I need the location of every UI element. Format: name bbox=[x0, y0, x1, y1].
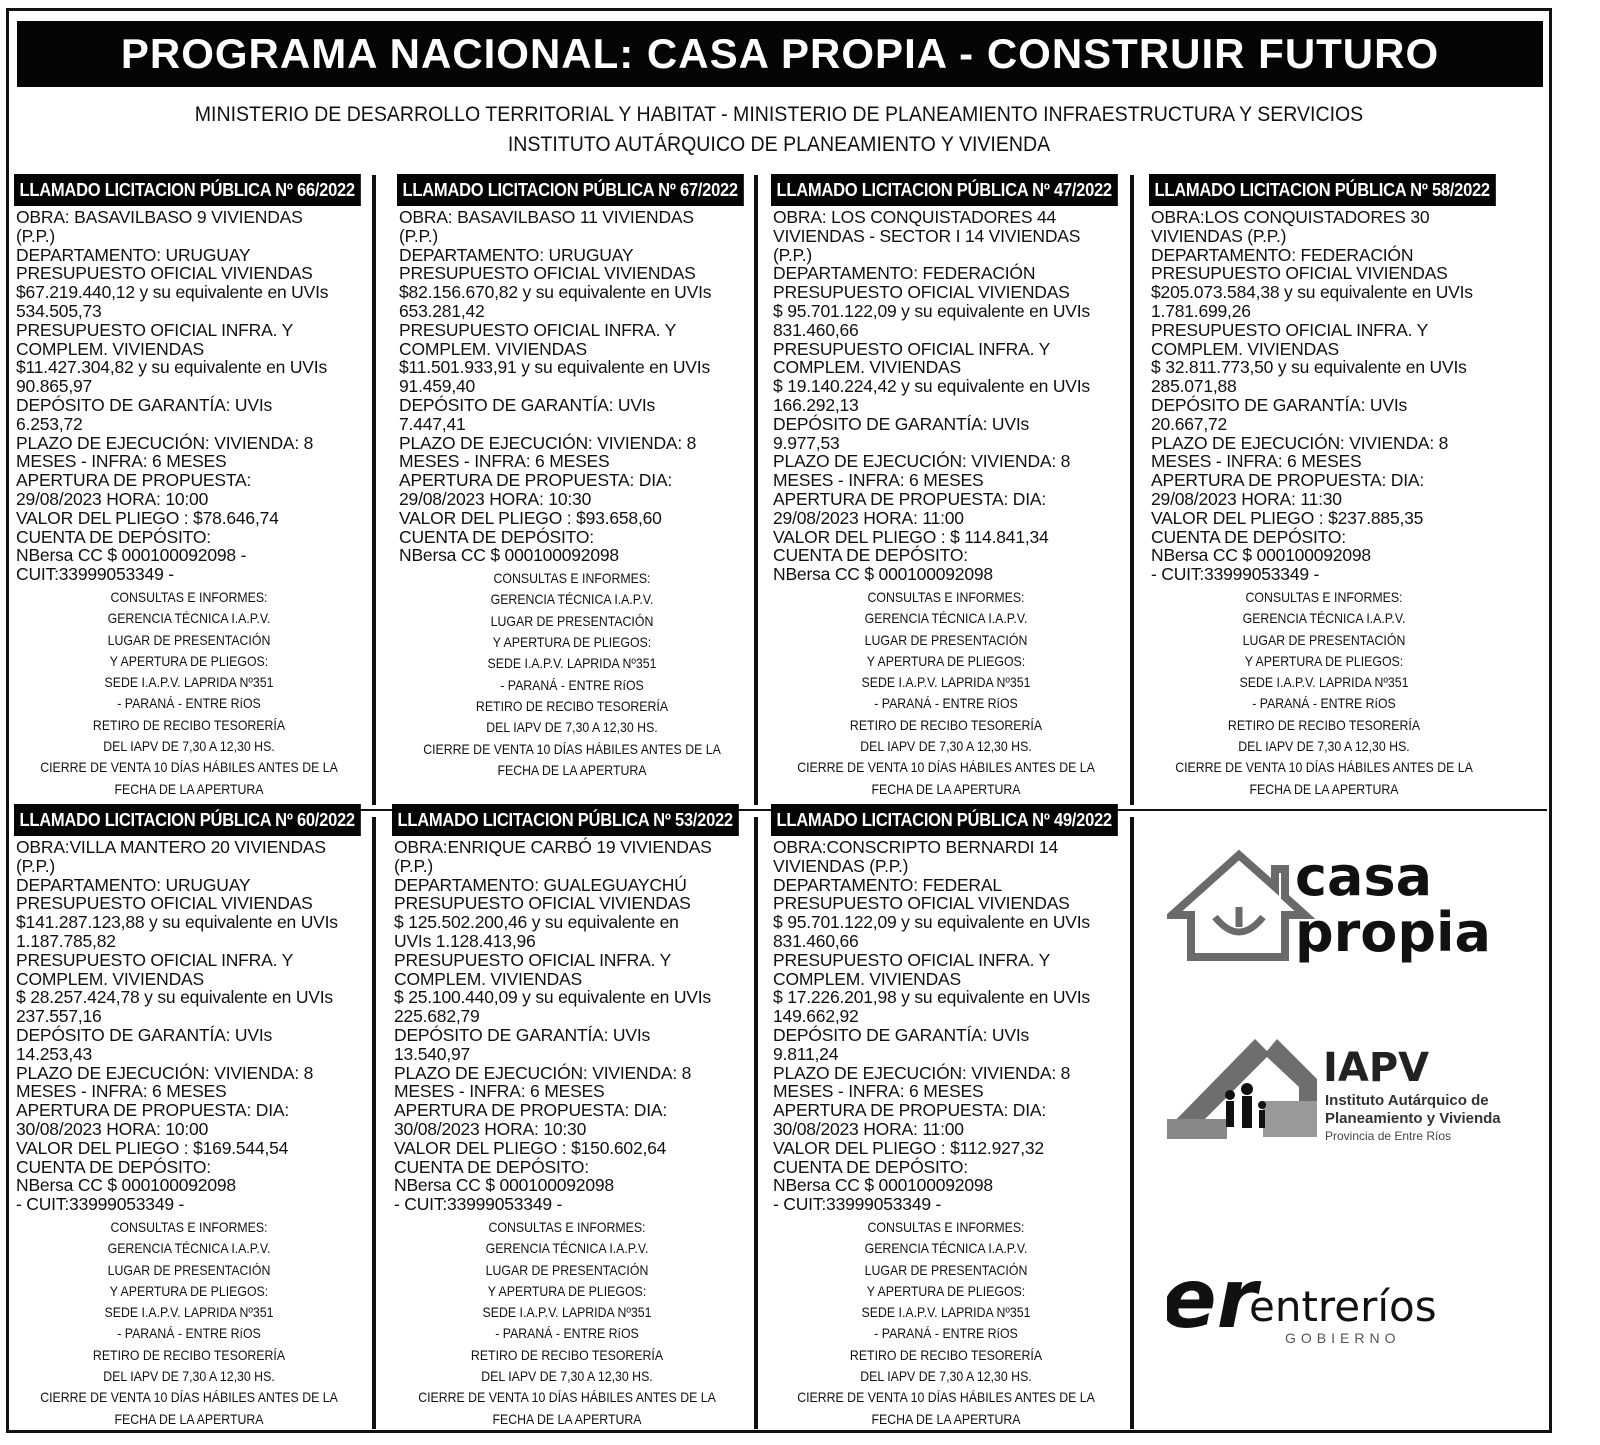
casa-propia-logo bbox=[1172, 847, 1491, 964]
page-title: PROGRAMA NACIONAL: CASA PROPIA - CONSTRUIR FUTURO bbox=[17, 21, 1543, 87]
contact-info-line: FECHA DE LA APERTURA bbox=[1249, 780, 1399, 797]
entrerios-sub: GOBIERNO bbox=[1285, 1330, 1401, 1346]
tender-detail-line: NBersa CC $ 000100092098 bbox=[773, 1175, 993, 1196]
tender-detail-line: OBRA:ENRIQUE CARBÓ 19 VIVIENDAS bbox=[394, 837, 712, 857]
contact-info-line: DEL IAPV DE 7,30 A 12,30 HS. bbox=[1238, 738, 1410, 755]
tender-detail-line: $82.156.670,82 y su equivalente en UVIs bbox=[399, 282, 712, 303]
contact-info-line: LUGAR DE PRESENTACIÓN bbox=[485, 1261, 649, 1278]
contact-info bbox=[1149, 587, 1499, 800]
entrerios-logo bbox=[1167, 1252, 1437, 1347]
tender-details bbox=[16, 208, 374, 584]
tender-detail-line: 237.557,16 bbox=[16, 1006, 102, 1027]
tender-detail-line: 20.667,72 bbox=[1151, 413, 1228, 434]
tender-heading: LLAMADO LICITACION PÚBLICA Nº 58/2022 bbox=[1149, 174, 1495, 206]
family-body-icon bbox=[1226, 1101, 1234, 1127]
ministries-line: MINISTERIO DE DESARROLLO TERRITORIAL Y HABITAT - MINISTERIO DE PLANEAMIENTO INFRAESTRUCTURA Y SERVICIOS bbox=[194, 103, 1364, 126]
contact-info-line: CONSULTAS E INFORMES: bbox=[110, 588, 268, 605]
tender-detail-line: PRESUPUESTO OFICIAL VIVIENDAS bbox=[773, 893, 1070, 914]
tender-detail-line: - CUIT:33999053349 - bbox=[773, 1194, 942, 1215]
tender-detail-line: COMPLEM. VIVIENDAS bbox=[394, 968, 582, 989]
tender-detail-line: DEPARTAMENTO: URUGUAY bbox=[399, 244, 634, 265]
tender-detail-line: CUENTA DE DEPÓSITO: bbox=[394, 1156, 589, 1177]
entrerios-name: entreríos bbox=[1249, 1282, 1437, 1331]
tender-detail-line: CUENTA DE DEPÓSITO: bbox=[1151, 526, 1346, 547]
tender-detail-line: (P.P.) bbox=[773, 244, 813, 265]
tender-detail-line: 534.505,73 bbox=[16, 300, 102, 321]
tender-detail-line: $ 95.701.122,09 y su equivalente en UVIs bbox=[773, 300, 1090, 321]
contact-info-line: RETIRO DE RECIBO TESORERÍA bbox=[849, 1346, 1043, 1363]
iapv-line3: Provincia de Entre Ríos bbox=[1325, 1129, 1452, 1143]
tender-detail-line: 225.682,79 bbox=[394, 1006, 480, 1027]
tender-detail-line: VALOR DEL PLIEGO : $93.658,60 bbox=[399, 507, 662, 528]
contact-info-line: CIERRE DE VENTA 10 DÍAS HÁBILES ANTES DE LA bbox=[40, 1389, 338, 1406]
contact-info-line: FECHA DE LA APERTURA bbox=[114, 780, 264, 797]
tender-detail-line: COMPLEM. VIVIENDAS bbox=[399, 338, 587, 359]
contact-info-line: Y APERTURA DE PLIEGOS: bbox=[109, 652, 269, 669]
tender-detail-line: 7.447,41 bbox=[399, 413, 466, 434]
tender-detail-line: VALOR DEL PLIEGO : $169.544,54 bbox=[16, 1137, 289, 1158]
tender-detail-line: $ 17.226.201,98 y su equivalente en UVIs bbox=[773, 987, 1090, 1008]
tender-detail-line: VALOR DEL PLIEGO : $78.646,74 bbox=[16, 507, 279, 528]
tender-detail-line: 831.460,66 bbox=[773, 319, 859, 340]
tender-detail-line: NBersa CC $ 000100092098 bbox=[394, 1175, 614, 1196]
contact-info-line: FECHA DE LA APERTURA bbox=[497, 761, 647, 778]
tender-card bbox=[397, 174, 757, 781]
contact-info-line: GERENCIA TÉCNICA I.A.P.V. bbox=[864, 610, 1028, 627]
tender-detail-line: MESES - INFRA: 6 MESES bbox=[773, 470, 984, 491]
contact-info-line: - PARANÁ - ENTRE RíOS bbox=[117, 1325, 261, 1342]
tender-detail-line: 90.865,97 bbox=[16, 376, 93, 397]
contact-info-line: Y APERTURA DE PLIEGOS: bbox=[866, 1282, 1026, 1299]
tender-detail-line: VALOR DEL PLIEGO : $ 114.841,34 bbox=[773, 526, 1049, 547]
tender-detail-line: NBersa CC $ 000100092098 bbox=[399, 545, 619, 566]
contact-info-line: DEL IAPV DE 7,30 A 12,30 HS. bbox=[103, 1368, 275, 1385]
logos-svg bbox=[1167, 847, 1537, 1367]
tender-detail-line: PRESUPUESTO OFICIAL INFRA. Y bbox=[399, 319, 677, 340]
tender-detail-line: NBersa CC $ 000100092098 - bbox=[16, 545, 247, 566]
contact-info-line: FECHA DE LA APERTURA bbox=[492, 1410, 642, 1427]
iapv-line2: Planeamiento y Vivienda bbox=[1325, 1110, 1501, 1127]
tender-detail-line: (P.P.) bbox=[394, 855, 434, 876]
notice-frame bbox=[6, 8, 1552, 1433]
tender-detail-line: OBRA:CONSCRIPTO BERNARDI 14 bbox=[773, 837, 1059, 857]
contact-info-line: RETIRO DE RECIBO TESORERÍA bbox=[475, 697, 669, 714]
tender-detail-line: COMPLEM. VIVIENDAS bbox=[773, 357, 961, 378]
tender-detail-line: DEPÓSITO DE GARANTÍA: UVIs bbox=[16, 1024, 273, 1045]
tender-detail-line: APERTURA DE PROPUESTA: DIA: bbox=[16, 1100, 290, 1121]
contact-info-line: - PARANÁ - ENTRE RíOS bbox=[495, 1325, 639, 1342]
contact-info-line: Y APERTURA DE PLIEGOS: bbox=[492, 634, 652, 651]
tender-detail-line: MESES - INFRA: 6 MESES bbox=[1151, 451, 1362, 472]
iapv-acronym: IAPV bbox=[1323, 1045, 1430, 1091]
contact-info bbox=[14, 1217, 364, 1430]
tender-detail-line: PRESUPUESTO OFICIAL INFRA. Y bbox=[16, 949, 294, 970]
tender-detail-line: NBersa CC $ 000100092098 bbox=[16, 1175, 236, 1196]
contact-info-line: FECHA DE LA APERTURA bbox=[871, 1410, 1021, 1427]
contact-info-line: GERENCIA TÉCNICA I.A.P.V. bbox=[107, 610, 271, 627]
tender-card bbox=[771, 174, 1131, 800]
contact-info-line: RETIRO DE RECIBO TESORERÍA bbox=[92, 716, 286, 733]
tender-detail-line: 30/08/2023 HORA: 10:30 bbox=[394, 1118, 587, 1139]
tender-detail-line: CUENTA DE DEPÓSITO: bbox=[399, 526, 594, 547]
tender-detail-line: - CUIT:33999053349 - bbox=[1151, 564, 1320, 585]
tender-details bbox=[399, 208, 757, 565]
tender-detail-line: DEPARTAMENTO: URUGUAY bbox=[16, 244, 251, 265]
contact-info-line: RETIRO DE RECIBO TESORERÍA bbox=[849, 716, 1043, 733]
tender-detail-line: COMPLEM. VIVIENDAS bbox=[16, 968, 204, 989]
contact-info-line: RETIRO DE RECIBO TESORERÍA bbox=[92, 1346, 286, 1363]
tender-detail-line: VALOR DEL PLIEGO : $237.885,35 bbox=[1151, 507, 1424, 528]
column-divider bbox=[754, 817, 758, 1429]
tender-detail-line: $67.219.440,12 y su equivalente en UVIs bbox=[16, 282, 329, 303]
tender-detail-line: 1.781.699,26 bbox=[1151, 300, 1251, 321]
contact-info-line: GERENCIA TÉCNICA I.A.P.V. bbox=[490, 591, 654, 608]
family-body-icon bbox=[1259, 1110, 1265, 1128]
tender-detail-line: DEPÓSITO DE GARANTÍA: UVIs bbox=[399, 394, 656, 415]
tender-heading: LLAMADO LICITACION PÚBLICA Nº 66/2022 bbox=[14, 174, 360, 206]
contact-info-line: DEL IAPV DE 7,30 A 12,30 HS. bbox=[486, 719, 658, 736]
tender-detail-line: PRESUPUESTO OFICIAL VIVIENDAS bbox=[16, 893, 313, 914]
tender-heading: LLAMADO LICITACION PÚBLICA Nº 47/2022 bbox=[771, 174, 1117, 206]
tender-detail-line: $141.287.123,88 y su equivalente en UVIs bbox=[16, 912, 338, 933]
tender-card bbox=[14, 174, 374, 800]
tender-detail-line: APERTURA DE PROPUESTA: bbox=[16, 470, 252, 491]
tender-detail-line: (P.P.) bbox=[399, 225, 439, 246]
tender-detail-line: MESES - INFRA: 6 MESES bbox=[16, 451, 227, 472]
tender-detail-line: OBRA:LOS CONQUISTADORES 30 bbox=[1151, 207, 1430, 227]
tender-detail-line: NBersa CC $ 000100092098 bbox=[1151, 545, 1371, 566]
contact-info-line: LUGAR DE PRESENTACIÓN bbox=[490, 612, 654, 629]
tender-details bbox=[773, 208, 1131, 584]
tender-detail-line: PRESUPUESTO OFICIAL VIVIENDAS bbox=[394, 893, 691, 914]
contact-info bbox=[771, 587, 1121, 800]
tender-detail-line: VALOR DEL PLIEGO : $112.927,32 bbox=[773, 1137, 1044, 1158]
tender-detail-line: PRESUPUESTO OFICIAL INFRA. Y bbox=[773, 949, 1051, 970]
tender-detail-line: (P.P.) bbox=[16, 225, 56, 246]
contact-info-line: CIERRE DE VENTA 10 DÍAS HÁBILES ANTES DE LA bbox=[423, 740, 721, 757]
tender-detail-line: PRESUPUESTO OFICIAL VIVIENDAS bbox=[399, 263, 696, 284]
tender-detail-line: $ 125.502.200,46 y su equivalente en bbox=[394, 912, 679, 933]
tender-detail-line: PLAZO DE EJECUCIÓN: VIVIENDA: 8 bbox=[399, 432, 697, 453]
contact-info-line: SEDE I.A.P.V. LAPRIDA Nº351 bbox=[104, 1304, 274, 1321]
contact-info-line: SEDE I.A.P.V. LAPRIDA Nº351 bbox=[482, 1304, 652, 1321]
tender-detail-line: OBRA: BASAVILBASO 11 VIVIENDAS bbox=[399, 207, 694, 227]
contact-info-line: SEDE I.A.P.V. LAPRIDA Nº351 bbox=[861, 1304, 1031, 1321]
tender-detail-line: UVIs 1.128.413,96 bbox=[394, 930, 536, 951]
contact-info-line: CONSULTAS E INFORMES: bbox=[488, 1218, 646, 1235]
contact-info-line: SEDE I.A.P.V. LAPRIDA Nº351 bbox=[487, 655, 657, 672]
contact-info bbox=[397, 568, 747, 781]
family-body-icon bbox=[1242, 1096, 1252, 1128]
tender-detail-line: - CUIT:33999053349 - bbox=[16, 1194, 185, 1215]
tender-detail-line: NBersa CC $ 000100092098 bbox=[773, 564, 993, 585]
contact-info-line: SEDE I.A.P.V. LAPRIDA Nº351 bbox=[1239, 674, 1409, 691]
tender-detail-line: COMPLEM. VIVIENDAS bbox=[1151, 338, 1339, 359]
tender-detail-line: 166.292,13 bbox=[773, 394, 859, 415]
contact-info-line: Y APERTURA DE PLIEGOS: bbox=[1244, 652, 1404, 669]
tender-detail-line: DEPARTAMENTO: FEDERACIÓN bbox=[773, 263, 1036, 284]
tender-detail-line: (P.P.) bbox=[16, 855, 56, 876]
tender-detail-line: MESES - INFRA: 6 MESES bbox=[394, 1081, 605, 1102]
tender-detail-line: DEPARTAMENTO: FEDERACIÓN bbox=[1151, 244, 1414, 265]
tender-detail-line: CUENTA DE DEPÓSITO: bbox=[16, 1156, 211, 1177]
tender-detail-line: PRESUPUESTO OFICIAL INFRA. Y bbox=[16, 319, 294, 340]
tender-detail-line: VIVIENDAS (P.P.) bbox=[773, 855, 909, 876]
tender-detail-line: PLAZO DE EJECUCIÓN: VIVIENDA: 8 bbox=[773, 451, 1071, 472]
tender-card bbox=[14, 804, 374, 1430]
tender-detail-line: 6.253,72 bbox=[16, 413, 83, 434]
tender-detail-line: COMPLEM. VIVIENDAS bbox=[773, 968, 961, 989]
contact-info-line: - PARANÁ - ENTRE RíOS bbox=[117, 695, 261, 712]
casa-propia-line1: casa bbox=[1295, 847, 1433, 908]
tender-detail-line: VIVIENDAS - SECTOR I 14 VIVIENDAS bbox=[773, 225, 1081, 246]
logo-panel bbox=[1167, 847, 1537, 1367]
tender-detail-line: OBRA: LOS CONQUISTADORES 44 bbox=[773, 207, 1057, 227]
tender-detail-line: $ 95.701.122,09 y su equivalente en UVIs bbox=[773, 912, 1090, 933]
contact-info bbox=[771, 1217, 1121, 1430]
tender-detail-line: DEPÓSITO DE GARANTÍA: UVIs bbox=[16, 394, 273, 415]
contact-info-line: RETIRO DE RECIBO TESORERÍA bbox=[1227, 716, 1421, 733]
tender-detail-line: PRESUPUESTO OFICIAL VIVIENDAS bbox=[16, 263, 313, 284]
tender-detail-line: 29/08/2023 HORA: 10:30 bbox=[399, 488, 592, 509]
tender-detail-line: PRESUPUESTO OFICIAL INFRA. Y bbox=[1151, 319, 1429, 340]
tender-detail-line: CUENTA DE DEPÓSITO: bbox=[773, 1156, 968, 1177]
contact-info bbox=[14, 587, 364, 800]
tender-detail-line: 149.662,92 bbox=[773, 1006, 859, 1027]
tender-detail-line: $205.073.584,38 y su equivalente en UVIs bbox=[1151, 282, 1473, 303]
tender-detail-line: OBRA:VILLA MANTERO 20 VIVIENDAS bbox=[16, 837, 326, 857]
tender-detail-line: 285.071,88 bbox=[1151, 376, 1237, 397]
tender-detail-line: PLAZO DE EJECUCIÓN: VIVIENDA: 8 bbox=[773, 1062, 1071, 1083]
tender-detail-line: 653.281,42 bbox=[399, 300, 485, 321]
tender-detail-line: 1.187.785,82 bbox=[16, 930, 116, 951]
contact-info-line: DEL IAPV DE 7,30 A 12,30 HS. bbox=[103, 738, 275, 755]
tender-detail-line: VALOR DEL PLIEGO : $150.602,64 bbox=[394, 1137, 667, 1158]
contact-info-line: SEDE I.A.P.V. LAPRIDA Nº351 bbox=[104, 674, 274, 691]
tender-details bbox=[394, 838, 752, 1214]
tender-detail-line: APERTURA DE PROPUESTA: DIA: bbox=[399, 470, 673, 491]
tender-detail-line: PLAZO DE EJECUCIÓN: VIVIENDA: 8 bbox=[16, 1062, 314, 1083]
tender-detail-line: MESES - INFRA: 6 MESES bbox=[399, 451, 610, 472]
tender-card bbox=[771, 804, 1131, 1430]
brick-wall-icon bbox=[1263, 1101, 1317, 1137]
contact-info-line: GERENCIA TÉCNICA I.A.P.V. bbox=[1242, 610, 1406, 627]
contact-info-line: - PARANÁ - ENTRE RíOS bbox=[1252, 695, 1396, 712]
contact-info bbox=[392, 1217, 742, 1430]
tender-detail-line: 14.253,43 bbox=[16, 1043, 93, 1064]
tender-detail-line: CUENTA DE DEPÓSITO: bbox=[773, 545, 968, 566]
tender-details bbox=[16, 838, 374, 1214]
contact-info-line: DEL IAPV DE 7,30 A 12,30 HS. bbox=[860, 738, 1032, 755]
tender-detail-line: 29/08/2023 HORA: 11:00 bbox=[773, 507, 964, 528]
tender-detail-line: CUENTA DE DEPÓSITO: bbox=[16, 526, 211, 547]
tender-heading: LLAMADO LICITACION PÚBLICA Nº 67/2022 bbox=[397, 174, 743, 206]
tender-detail-line: $11.427.304,82 y su equivalente en UVIs bbox=[16, 357, 327, 378]
contact-info-line: CIERRE DE VENTA 10 DÍAS HÁBILES ANTES DE LA bbox=[418, 1389, 716, 1406]
family-head-icon bbox=[1258, 1101, 1266, 1109]
tender-detail-line: PRESUPUESTO OFICIAL INFRA. Y bbox=[773, 338, 1051, 359]
tender-detail-line: DEPARTAMENTO: FEDERAL bbox=[773, 874, 1002, 895]
contact-info-line: CIERRE DE VENTA 10 DÍAS HÁBILES ANTES DE LA bbox=[40, 759, 338, 776]
tender-detail-line: OBRA: BASAVILBASO 9 VIVIENDAS bbox=[16, 207, 303, 227]
tender-detail-line: DEPÓSITO DE GARANTÍA: UVIs bbox=[773, 1024, 1030, 1045]
tender-detail-line: DEPARTAMENTO: URUGUAY bbox=[16, 874, 251, 895]
tender-detail-line: DEPARTAMENTO: GUALEGUAYCHÚ bbox=[394, 874, 687, 895]
tender-card bbox=[392, 804, 752, 1430]
tender-detail-line: PRESUPUESTO OFICIAL INFRA. Y bbox=[394, 949, 672, 970]
contact-info-line: Y APERTURA DE PLIEGOS: bbox=[866, 652, 1026, 669]
tender-detail-line: APERTURA DE PROPUESTA: DIA: bbox=[773, 488, 1047, 509]
contact-info-line: CIERRE DE VENTA 10 DÍAS HÁBILES ANTES DE LA bbox=[797, 759, 1095, 776]
contact-info-line: RETIRO DE RECIBO TESORERÍA bbox=[470, 1346, 664, 1363]
tender-heading: LLAMADO LICITACION PÚBLICA Nº 53/2022 bbox=[392, 804, 738, 836]
tender-detail-line: 13.540,97 bbox=[394, 1043, 471, 1064]
tender-detail-line: $ 28.257.424,78 y su equivalente en UVIs bbox=[16, 987, 333, 1008]
tender-detail-line: DEPÓSITO DE GARANTÍA: UVIs bbox=[1151, 394, 1408, 415]
tender-detail-line: VIVIENDAS (P.P.) bbox=[1151, 225, 1287, 246]
contact-info-line: FECHA DE LA APERTURA bbox=[871, 780, 1021, 797]
contact-info-line: SEDE I.A.P.V. LAPRIDA Nº351 bbox=[861, 674, 1031, 691]
tender-detail-line: 9.977,53 bbox=[773, 432, 840, 453]
contact-info-line: CONSULTAS E INFORMES: bbox=[493, 570, 651, 587]
tender-details bbox=[1151, 208, 1509, 584]
contact-info-line: CONSULTAS E INFORMES: bbox=[110, 1218, 268, 1235]
tender-detail-line: 29/08/2023 HORA: 10:00 bbox=[16, 488, 209, 509]
tender-detail-line: $11.501.933,91 y su equivalente en UVIs bbox=[399, 357, 710, 378]
tender-detail-line: APERTURA DE PROPUESTA: DIA: bbox=[1151, 470, 1425, 491]
tender-detail-line: PRESUPUESTO OFICIAL VIVIENDAS bbox=[773, 282, 1070, 303]
tender-detail-line: $ 25.100.440,09 y su equivalente en UVIs bbox=[394, 987, 711, 1008]
tender-detail-line: MESES - INFRA: 6 MESES bbox=[773, 1081, 984, 1102]
casa-propia-line2: propia bbox=[1295, 901, 1491, 964]
tender-detail-line: DEPÓSITO DE GARANTÍA: UVIs bbox=[773, 413, 1030, 434]
tender-detail-line: DEPÓSITO DE GARANTÍA: UVIs bbox=[394, 1024, 651, 1045]
tender-detail-line: $ 32.811.773,50 y su equivalente en UVIs bbox=[1151, 357, 1467, 378]
contact-info-line: CONSULTAS E INFORMES: bbox=[867, 1218, 1025, 1235]
contact-info-line: LUGAR DE PRESENTACIÓN bbox=[1242, 631, 1406, 648]
contact-info-line: LUGAR DE PRESENTACIÓN bbox=[107, 1261, 271, 1278]
tender-heading: LLAMADO LICITACION PÚBLICA Nº 60/2022 bbox=[14, 804, 360, 836]
contact-info-line: CONSULTAS E INFORMES: bbox=[1245, 588, 1403, 605]
tender-detail-line: MESES - INFRA: 6 MESES bbox=[16, 1081, 227, 1102]
institute-line: INSTITUTO AUTÁRQUICO DE PLANEAMIENTO Y VIVIENDA bbox=[507, 133, 1051, 156]
contact-info-line: LUGAR DE PRESENTACIÓN bbox=[107, 631, 271, 648]
tender-heading: LLAMADO LICITACION PÚBLICA Nº 49/2022 bbox=[771, 804, 1117, 836]
tender-detail-line: 30/08/2023 HORA: 11:00 bbox=[773, 1118, 964, 1139]
family-head-icon bbox=[1225, 1090, 1235, 1100]
contact-info-line: Y APERTURA DE PLIEGOS: bbox=[487, 1282, 647, 1299]
iapv-logo bbox=[1167, 1039, 1501, 1143]
tender-detail-line: APERTURA DE PROPUESTA: DIA: bbox=[773, 1100, 1047, 1121]
tender-detail-line: PLAZO DE EJECUCIÓN: VIVIENDA: 8 bbox=[1151, 432, 1449, 453]
iapv-base-icon bbox=[1167, 1119, 1227, 1139]
tender-detail-line: $ 19.140.224,42 y su equivalente en UVIs bbox=[773, 376, 1090, 397]
tender-detail-line: 29/08/2023 HORA: 11:30 bbox=[1151, 488, 1342, 509]
contact-info-line: CONSULTAS E INFORMES: bbox=[867, 588, 1025, 605]
tender-detail-line: PLAZO DE EJECUCIÓN: VIVIENDA: 8 bbox=[394, 1062, 692, 1083]
iapv-line1: Instituto Autárquico de bbox=[1325, 1092, 1489, 1109]
tender-detail-line: 91.459,40 bbox=[399, 376, 476, 397]
contact-info-line: CIERRE DE VENTA 10 DÍAS HÁBILES ANTES DE LA bbox=[1175, 759, 1473, 776]
contact-info-line: CIERRE DE VENTA 10 DÍAS HÁBILES ANTES DE LA bbox=[797, 1389, 1095, 1406]
family-head-icon bbox=[1241, 1083, 1253, 1095]
contact-info-line: FECHA DE LA APERTURA bbox=[114, 1410, 264, 1427]
contact-info-line: LUGAR DE PRESENTACIÓN bbox=[864, 1261, 1028, 1278]
tender-detail-line: 9.811,24 bbox=[773, 1043, 839, 1064]
tender-detail-line: PLAZO DE EJECUCIÓN: VIVIENDA: 8 bbox=[16, 432, 314, 453]
contact-info-line: DEL IAPV DE 7,30 A 12,30 HS. bbox=[860, 1368, 1032, 1385]
tender-detail-line: 30/08/2023 HORA: 10:00 bbox=[16, 1118, 209, 1139]
tender-details bbox=[773, 838, 1131, 1214]
contact-info-line: LUGAR DE PRESENTACIÓN bbox=[864, 631, 1028, 648]
tender-card bbox=[1149, 174, 1509, 800]
contact-info-line: - PARANÁ - ENTRE RíOS bbox=[874, 695, 1018, 712]
tender-detail-line: PRESUPUESTO OFICIAL VIVIENDAS bbox=[1151, 263, 1448, 284]
contact-info-line: DEL IAPV DE 7,30 A 12,30 HS. bbox=[481, 1368, 653, 1385]
tender-detail-line: CUIT:33999053349 - bbox=[16, 564, 174, 585]
contact-info-line: GERENCIA TÉCNICA I.A.P.V. bbox=[864, 1240, 1028, 1257]
contact-info-line: GERENCIA TÉCNICA I.A.P.V. bbox=[107, 1240, 271, 1257]
tender-detail-line: - CUIT:33999053349 - bbox=[394, 1194, 563, 1215]
tender-detail-line: COMPLEM. VIVIENDAS bbox=[16, 338, 204, 359]
contact-info-line: GERENCIA TÉCNICA I.A.P.V. bbox=[485, 1240, 649, 1257]
contact-info-line: - PARANÁ - ENTRE RíOS bbox=[874, 1325, 1018, 1342]
contact-info-line: Y APERTURA DE PLIEGOS: bbox=[109, 1282, 269, 1299]
tender-detail-line: 831.460,66 bbox=[773, 930, 859, 951]
house-outline-icon bbox=[1172, 855, 1305, 957]
entrerios-mark: er bbox=[1167, 1252, 1258, 1347]
tender-detail-line: APERTURA DE PROPUESTA: DIA: bbox=[394, 1100, 668, 1121]
contact-info-line: - PARANÁ - ENTRE RíOS bbox=[500, 676, 644, 693]
